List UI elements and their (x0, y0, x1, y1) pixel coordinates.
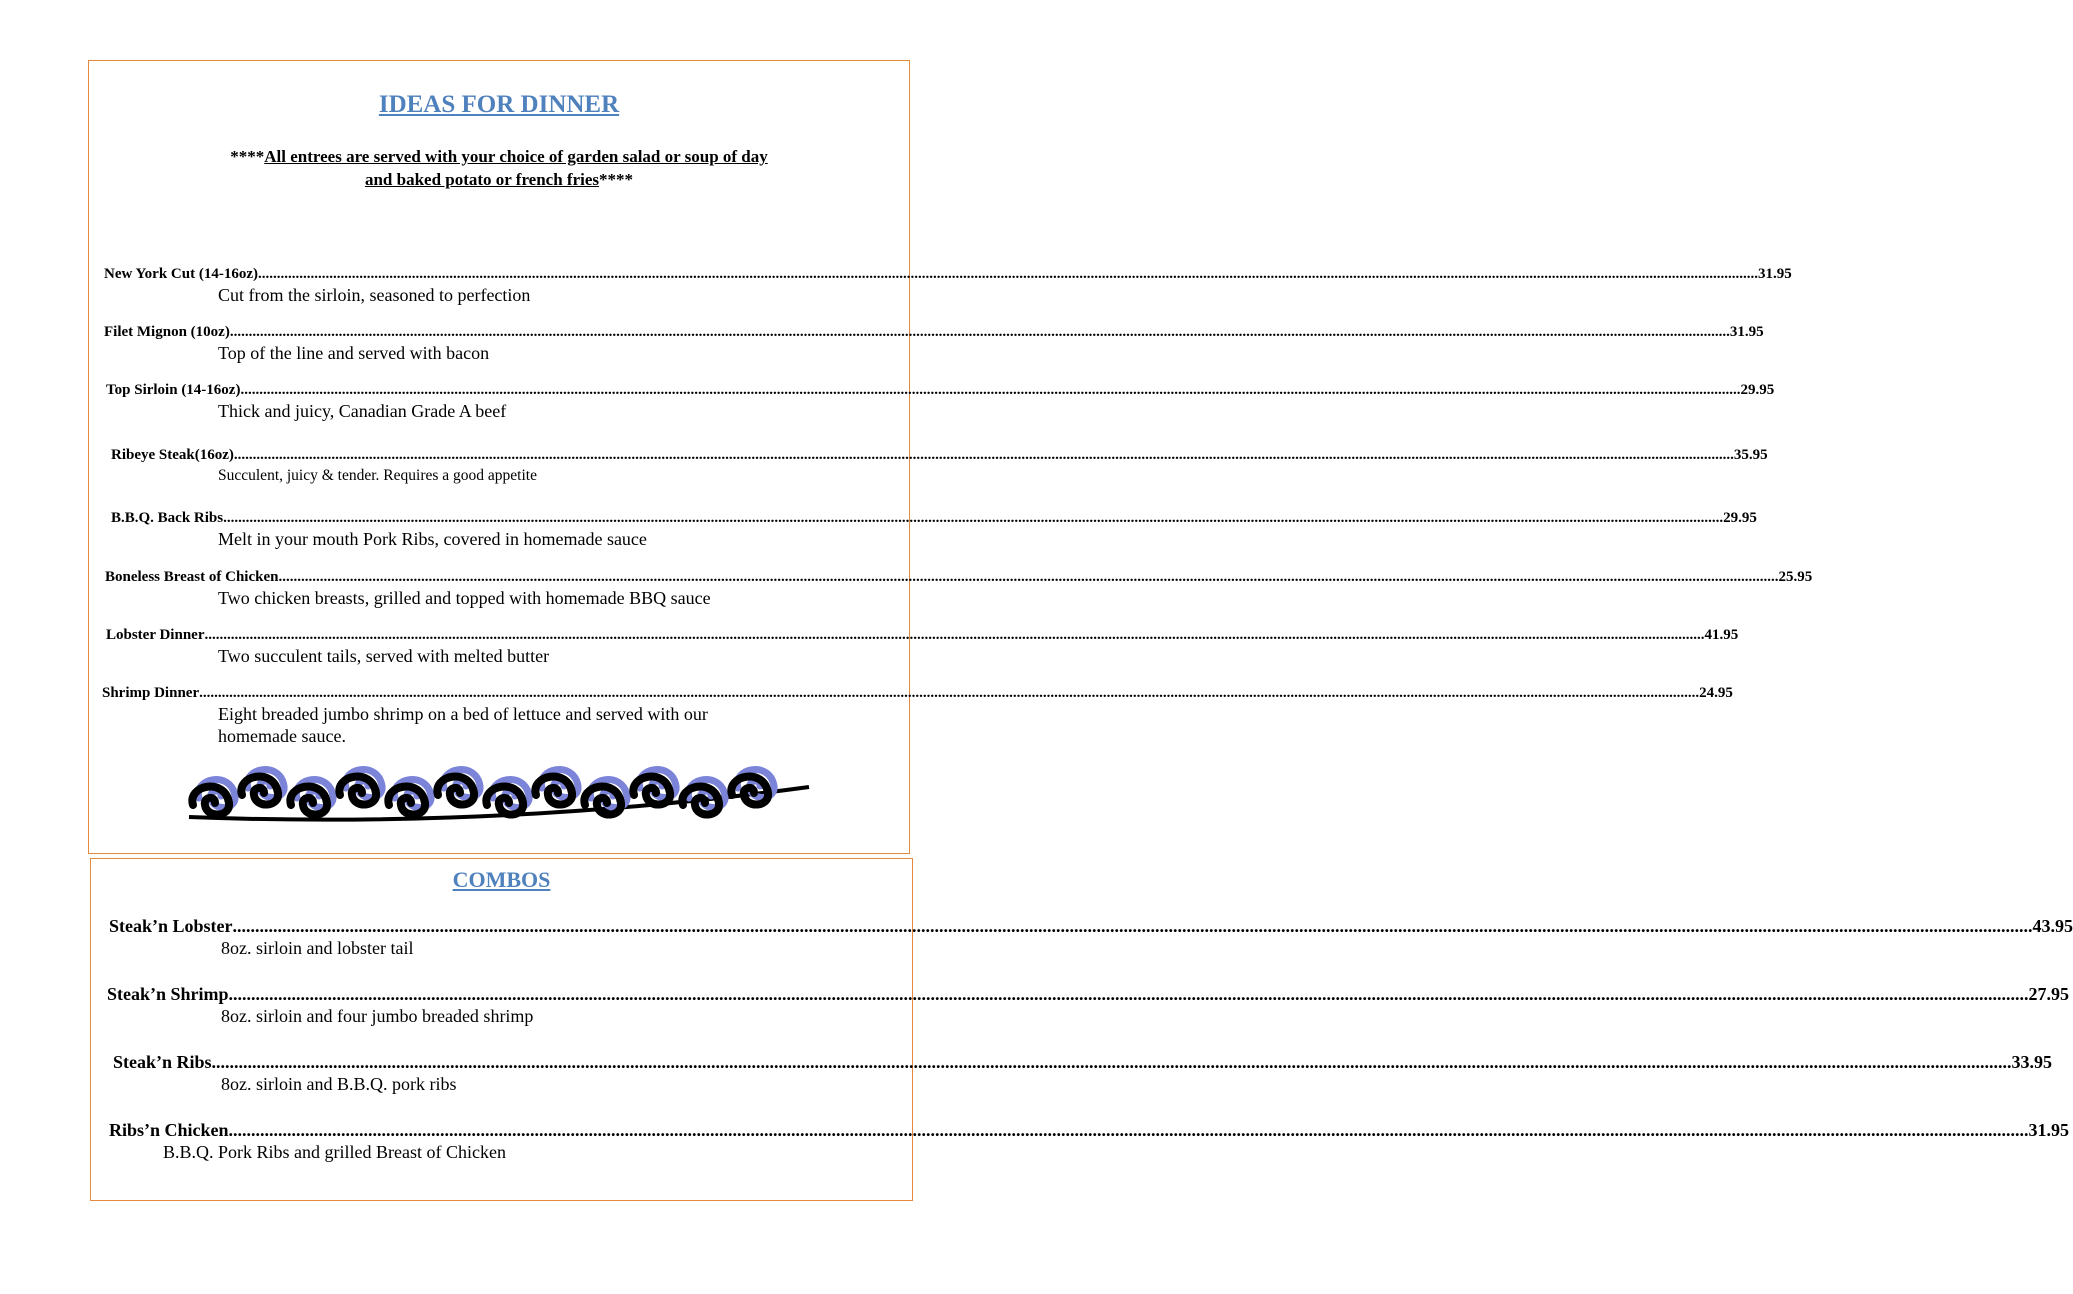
item-description: Melt in your mouth Pork Ribs, covered in homemade sauce (218, 529, 647, 549)
dot-leader: ................................................................................................................................................................................................................................................................................................................................................................................................................ (228, 984, 2029, 1004)
item-price: 35.95 (1733, 447, 1768, 463)
item-description: 8oz. sirloin and four jumbo breaded shrimp (221, 1006, 534, 1026)
item-price: 29.95 (1723, 510, 1757, 526)
wave-spiral (437, 770, 480, 805)
item-description: Two succulent tails, served with melted butter (218, 646, 550, 666)
item-name: Ribs’n Chicken (109, 1120, 229, 1140)
note-line-1: All entrees are served with your choice of garden salad or soup of day (264, 147, 768, 166)
dinner-section (88, 60, 1813, 854)
item-name: Ribeye Steak(16oz) (111, 447, 234, 463)
item-description: 8oz. sirloin and lobster tail (221, 938, 414, 958)
item-name: New York Cut (14-16oz) (104, 266, 258, 282)
dot-leader: ................................................................................................................................................................................................................................................................................................................................................................................................................ (228, 1120, 2029, 1140)
dot-leader: ................................................................................................................................................................................................................................................................................................................................................................................................................ (199, 685, 1700, 701)
dot-leader: ................................................................................................................................................................................................................................................................................................................................................................................................................ (233, 447, 1734, 463)
dinner-title: IDEAS FOR DINNER (378, 91, 620, 118)
dot-leader: ................................................................................................................................................................................................................................................................................................................................................................................................................ (240, 382, 1741, 398)
combo-item-steak-lobster (109, 915, 2073, 959)
item-price: 29.95 (1740, 382, 1775, 398)
menu-item-filet-mignon (104, 323, 1764, 364)
item-name: Steak’n Ribs (113, 1052, 212, 1072)
menu-item-ribeye-steak (111, 446, 1768, 487)
item-price: 24.95 (1699, 685, 1733, 701)
wave-spiral (535, 770, 578, 805)
item-description: Cut from the sirloin, seasoned to perfection (218, 285, 531, 305)
item-description: Thick and juicy, Canadian Grade A beef (218, 401, 507, 421)
item-price: 27.95 (2028, 984, 2070, 1004)
menu-item-boneless-chicken (105, 568, 1813, 609)
wave-spiral (486, 780, 529, 815)
item-name: Lobster Dinner (106, 627, 205, 643)
item-name: B.B.Q. Back Ribs (111, 510, 224, 526)
dot-leader: ................................................................................................................................................................................................................................................................................................................................................................................................................ (229, 324, 1730, 340)
item-description: Top of the line and served with bacon (218, 343, 490, 363)
wave-spiral (633, 770, 676, 805)
menu-item-lobster-dinner (106, 626, 1739, 667)
wave-spiral (241, 770, 284, 805)
menu-item-top-sirloin (106, 381, 1775, 422)
item-description: Two chicken breasts, grilled and topped with homemade BBQ sauce (218, 588, 711, 608)
wave-spiral (388, 780, 431, 815)
item-price: 31.95 (2028, 1120, 2070, 1140)
dot-leader: ................................................................................................................................................................................................................................................................................................................................................................................................................ (211, 1052, 2012, 1072)
item-description: Eight breaded jumbo shrimp on a bed of lettuce and served with our homemade sauce. (218, 704, 708, 746)
combos-title: COMBOS (452, 867, 551, 892)
dot-leader: ................................................................................................................................................................................................................................................................................................................................................................................................................ (223, 510, 1724, 526)
item-description: Succulent, juicy & tender. Requires a good appetite (218, 467, 537, 484)
dot-leader: ................................................................................................................................................................................................................................................................................................................................................................................................................ (204, 627, 1705, 643)
item-price: 41.95 (1704, 627, 1739, 643)
item-description: 8oz. sirloin and B.B.Q. pork ribs (221, 1074, 457, 1094)
item-price: 33.95 (2011, 1052, 2053, 1072)
item-price: 31.95 (1729, 324, 1764, 340)
item-name: Shrimp Dinner (102, 685, 200, 701)
wave-spiral (192, 780, 235, 815)
item-description: B.B.Q. Pork Ribs and grilled Breast of Chicken (163, 1142, 506, 1162)
dot-leader: ................................................................................................................................................................................................................................................................................................................................................................................................................ (232, 916, 2033, 936)
note-suffix: **** (599, 170, 634, 189)
dot-leader: ................................................................................................................................................................................................................................................................................................................................................................................................................ (278, 569, 1779, 585)
entree-note (89, 145, 909, 191)
item-price: 25.95 (1778, 569, 1813, 585)
menu-item-new-york-cut (104, 265, 1792, 306)
wave-spiral (290, 780, 333, 815)
combo-item-steak-ribs (113, 1051, 2053, 1095)
item-price: 31.95 (1758, 266, 1792, 282)
wave-spiral (731, 770, 774, 805)
wave-border-decoration (179, 757, 819, 833)
wave-spiral (339, 770, 382, 805)
note-prefix: **** (230, 147, 265, 166)
item-name: Steak’n Lobster (109, 916, 233, 936)
menu-item-shrimp-dinner (102, 684, 1733, 747)
combo-item-steak-shrimp (107, 983, 2070, 1027)
combos-section (90, 858, 2073, 1201)
item-name: Top Sirloin (14-16oz) (106, 382, 241, 398)
menu-item-bbq-back-ribs (111, 509, 1757, 550)
note-line-2: and baked potato or french fries (364, 170, 600, 189)
item-name: Steak’n Shrimp (107, 984, 229, 1004)
item-name: Filet Mignon (10oz) (104, 324, 230, 340)
item-price: 43.95 (2032, 916, 2073, 936)
combo-item-ribs-chicken (109, 1119, 2070, 1163)
item-name: Boneless Breast of Chicken (105, 569, 279, 585)
dot-leader: ................................................................................................................................................................................................................................................................................................................................................................................................................ (258, 266, 1758, 282)
wave-spiral (682, 780, 725, 815)
